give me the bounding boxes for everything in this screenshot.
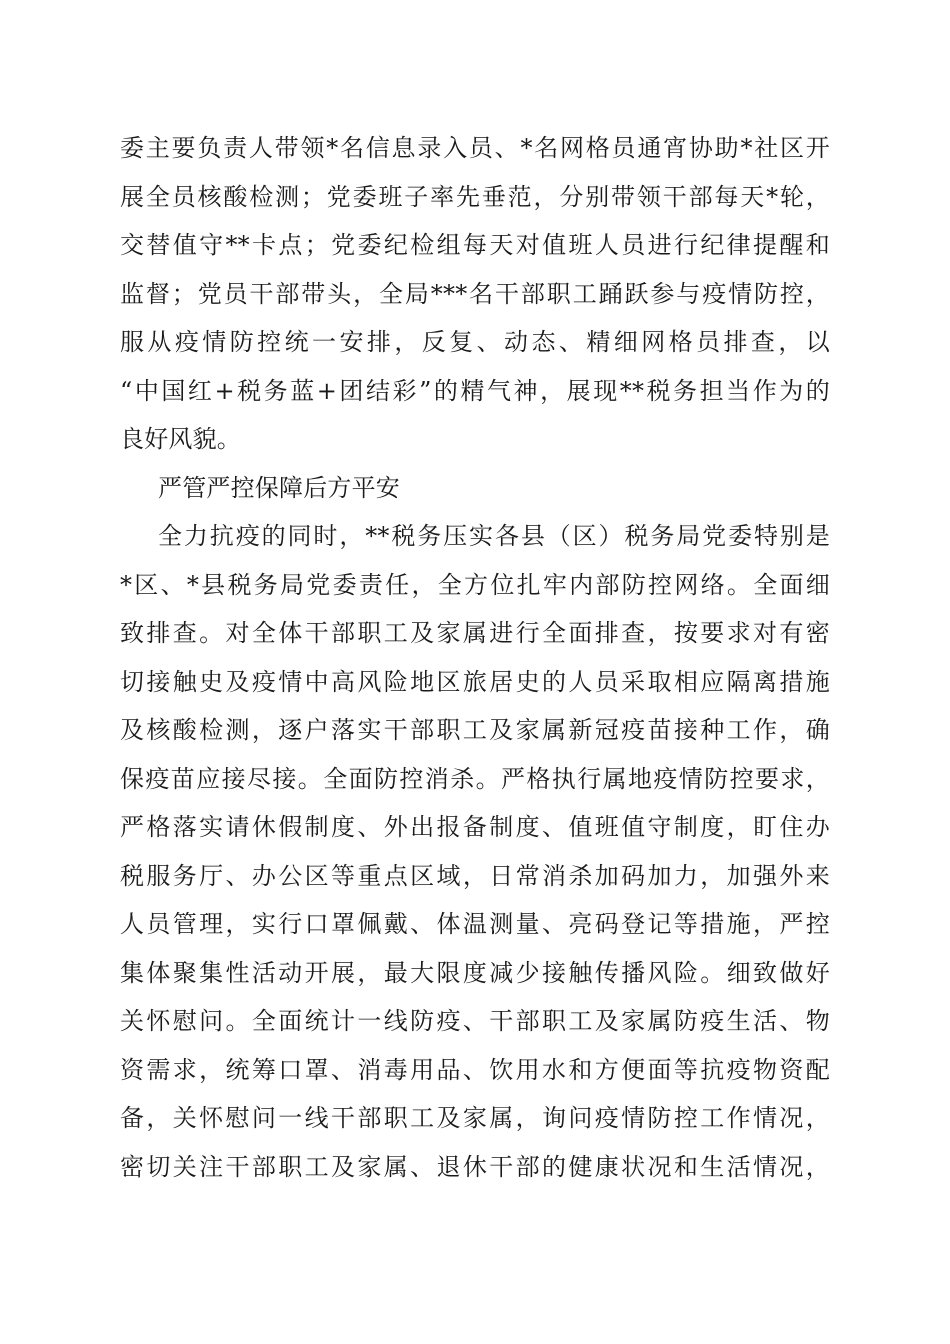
- text-line: 集体聚集性活动开展，最大限度减少接触传播风险。细致做好: [120, 958, 830, 987]
- text-line: 密切关注干部职工及家属、退休干部的健康状况和生活情况，: [120, 1152, 830, 1181]
- text-line: 致排查。对全体干部职工及家属进行全面排查，按要求对有密: [120, 619, 830, 647]
- text-line: 备，关怀慰问一线干部职工及家属，询问疫情防控工作情况，: [120, 1104, 830, 1132]
- text-line: 切接触史及疫情中高风险地区旅居史的人员采取相应隔离措施: [120, 667, 830, 696]
- document-body: [120, 124, 830, 1191]
- text-line: “中国红+税务蓝+团结彩”的精气神，展现**税务担当作为的: [120, 376, 830, 405]
- section-heading: 严管严控保障后方平安: [158, 473, 400, 502]
- text-line: 资需求，统筹口罩、消毒用品、饮用水和方便面等抗疫物资配: [120, 1055, 830, 1084]
- text-line: 保疫苗应接尽接。全面防控消杀。严格执行属地疫情防控要求，: [120, 764, 830, 793]
- text-line: 委主要负责人带领*名信息录入员、*名网格员通宵协助*社区开: [120, 134, 830, 162]
- text-line: 监督；党员干部带头，全局***名干部职工踊跃参与疫情防控，: [120, 279, 830, 308]
- text-line: 全力抗疫的同时，**税务压实各县（区）税务局党委特别是: [158, 522, 830, 550]
- text-line: 人员管理，实行口罩佩戴、体温测量、亮码登记等措施，严控: [120, 910, 830, 938]
- text-line: 关怀慰问。全面统计一线防疫、干部职工及家属防疫生活、物: [120, 1007, 830, 1035]
- text-line: *区、*县税务局党委责任，全方位扎牢内部防控网络。全面细: [120, 570, 830, 599]
- text-line: 良好风貌。: [120, 425, 241, 453]
- text-line: 税服务厅、办公区等重点区域，日常消杀加码加力，加强外来: [120, 861, 830, 890]
- text-line: 及核酸检测，逐户落实干部职工及家属新冠疫苗接种工作，确: [120, 716, 830, 744]
- text-line: 交替值守**卡点；党委纪检组每天对值班人员进行纪律提醒和: [120, 231, 830, 259]
- text-line: 严格落实请休假制度、外出报备制度、值班值守制度，盯住办: [120, 813, 830, 841]
- text-line: 展全员核酸检测；党委班子率先垂范，分别带领干部每天*轮，: [120, 182, 830, 211]
- text-line: 服从疫情防控统一安排，反复、动态、精细网格员排查，以: [120, 328, 830, 356]
